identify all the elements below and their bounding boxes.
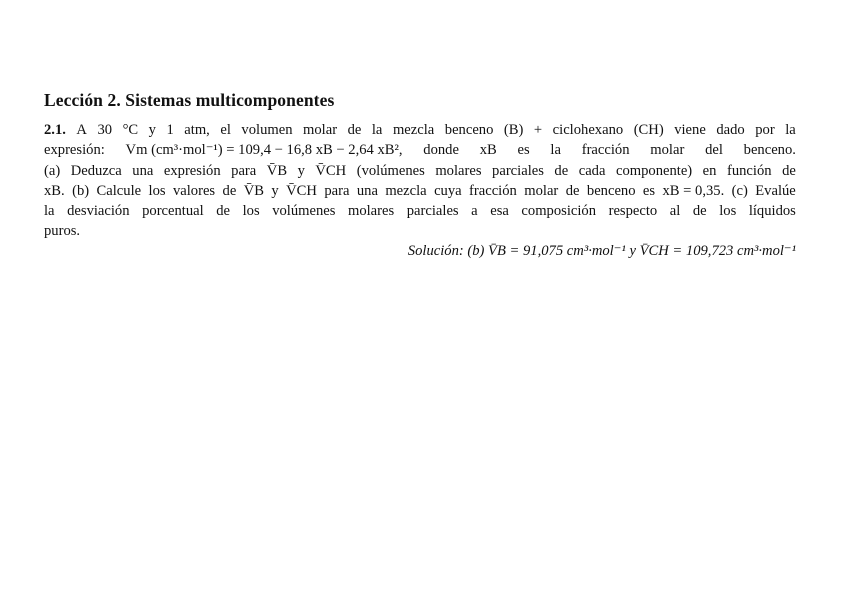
solution-text: Solución: (b) V̄B = 91,075 cm³·mol⁻¹ y V̄CH = 109,723 cm³·mol⁻¹ bbox=[407, 243, 796, 259]
problem-word: en bbox=[702, 162, 717, 179]
problem-word: V̄B bbox=[266, 162, 288, 179]
problem-word: y bbox=[148, 122, 156, 138]
problem-word: + bbox=[533, 122, 543, 138]
problem-word: Calcule bbox=[96, 182, 142, 199]
problem-word: dado bbox=[716, 122, 745, 138]
problem-word: los bbox=[242, 203, 260, 220]
problem-word: la bbox=[550, 142, 561, 159]
problem-word: cada bbox=[578, 162, 606, 179]
problem-word: molares bbox=[347, 203, 395, 220]
problem-word: (a) bbox=[44, 162, 61, 179]
problem-word: V̄CH bbox=[286, 182, 317, 199]
problem-word: (B) bbox=[503, 122, 524, 138]
problem-line-3 bbox=[44, 161, 796, 181]
problem-word: de bbox=[554, 162, 569, 179]
problem-word: al bbox=[669, 203, 681, 220]
problem-word: de bbox=[216, 203, 231, 220]
problem-word: volúmenes bbox=[272, 203, 336, 220]
problem-word: molar bbox=[524, 182, 559, 199]
problem-word: xB. bbox=[44, 182, 65, 199]
problem-word: respecto bbox=[608, 203, 658, 220]
problem-word: una bbox=[132, 162, 154, 179]
problem-word: líquidos bbox=[748, 203, 796, 220]
problem-word: los bbox=[148, 182, 166, 199]
problem-word: valores bbox=[172, 182, 216, 199]
problem-word: porcentual bbox=[142, 203, 204, 220]
problem-word: desviación bbox=[67, 203, 130, 220]
problem-word: volumen bbox=[241, 122, 293, 138]
problem-word: a bbox=[471, 203, 478, 220]
problem-word: A bbox=[76, 122, 87, 138]
problem-word: molar bbox=[303, 122, 338, 138]
problem-word: (b) bbox=[72, 182, 90, 199]
problem-word: ciclohexano bbox=[552, 122, 624, 138]
problem-word: parciales bbox=[492, 162, 544, 179]
problem-word: la bbox=[785, 122, 796, 138]
problem-word: (volúmenes bbox=[356, 162, 425, 179]
problem-word: 1 bbox=[166, 122, 174, 138]
problem-word: fracción bbox=[469, 182, 517, 199]
problem-word: Evalúe bbox=[755, 182, 796, 199]
problem-line-6 bbox=[44, 221, 796, 241]
problem-word: xB = 0,35. bbox=[662, 182, 725, 199]
problem-word: parciales bbox=[406, 203, 459, 220]
problem-word: (CH) bbox=[633, 122, 664, 138]
problem-word: Deduzca bbox=[70, 162, 122, 179]
problem-word: xB bbox=[479, 142, 497, 159]
problem-word: para bbox=[231, 162, 257, 179]
problem-word: y bbox=[297, 162, 305, 179]
problem-word: mezcla bbox=[392, 122, 435, 138]
problem-word: esa bbox=[490, 203, 509, 220]
problem-word: componente) bbox=[615, 162, 693, 179]
problem-word: el bbox=[220, 122, 231, 138]
problem-word: de bbox=[222, 182, 237, 199]
problem-word: 30 bbox=[97, 122, 113, 138]
problem-word: los bbox=[719, 203, 737, 220]
problem-word: la bbox=[44, 203, 55, 220]
problem-word: puros. bbox=[44, 223, 81, 240]
problem-word: por bbox=[755, 122, 775, 138]
problem-word: de bbox=[692, 203, 707, 220]
problem-word: Vm (cm³·mol⁻¹) = 109,4 − 16,8 xB − 2,64 xB², bbox=[125, 142, 403, 159]
problem-word: viene bbox=[674, 122, 706, 138]
problem-word: una bbox=[356, 182, 378, 199]
problem-line-2 bbox=[44, 140, 796, 160]
problem-word: mezcla bbox=[385, 182, 427, 199]
problem-word: es bbox=[517, 142, 530, 159]
problem-word: molar bbox=[650, 142, 685, 159]
problem-word: y bbox=[271, 182, 279, 199]
problem-word: expresión: bbox=[44, 142, 105, 159]
problem-word: cuya bbox=[434, 182, 462, 199]
problem-line-5 bbox=[44, 201, 796, 221]
problem-word: atm, bbox=[184, 122, 210, 138]
problem-word: para bbox=[324, 182, 350, 199]
problem-word: de bbox=[347, 122, 362, 138]
problem-word: fracción bbox=[581, 142, 630, 159]
problem-line-1 bbox=[44, 120, 796, 140]
problem-statement bbox=[44, 120, 796, 242]
problem-number: 2.1. bbox=[44, 122, 66, 138]
problem-word: benceno bbox=[586, 182, 636, 199]
problem-word: (c) bbox=[731, 182, 748, 199]
problem-word: V̄CH bbox=[315, 162, 347, 179]
problem-word: benceno. bbox=[743, 142, 796, 159]
problem-word: expresión bbox=[163, 162, 221, 179]
problem-word: de bbox=[565, 182, 580, 199]
problem-word: función bbox=[726, 162, 772, 179]
problem-word: benceno bbox=[444, 122, 494, 138]
lesson-title: Lección 2. Sistemas multicomponentes bbox=[44, 90, 335, 110]
problem-word: donde bbox=[423, 142, 459, 159]
problem-word: es bbox=[642, 182, 656, 199]
problem-word: composición bbox=[521, 203, 597, 220]
problem-word: V̄B bbox=[243, 182, 264, 199]
problem-word: °C bbox=[122, 122, 139, 138]
problem-word: de bbox=[782, 162, 796, 179]
problem-word: la bbox=[371, 122, 383, 138]
problem-word: molares bbox=[435, 162, 482, 179]
problem-word: del bbox=[705, 142, 723, 159]
problem-line-4 bbox=[44, 181, 796, 201]
